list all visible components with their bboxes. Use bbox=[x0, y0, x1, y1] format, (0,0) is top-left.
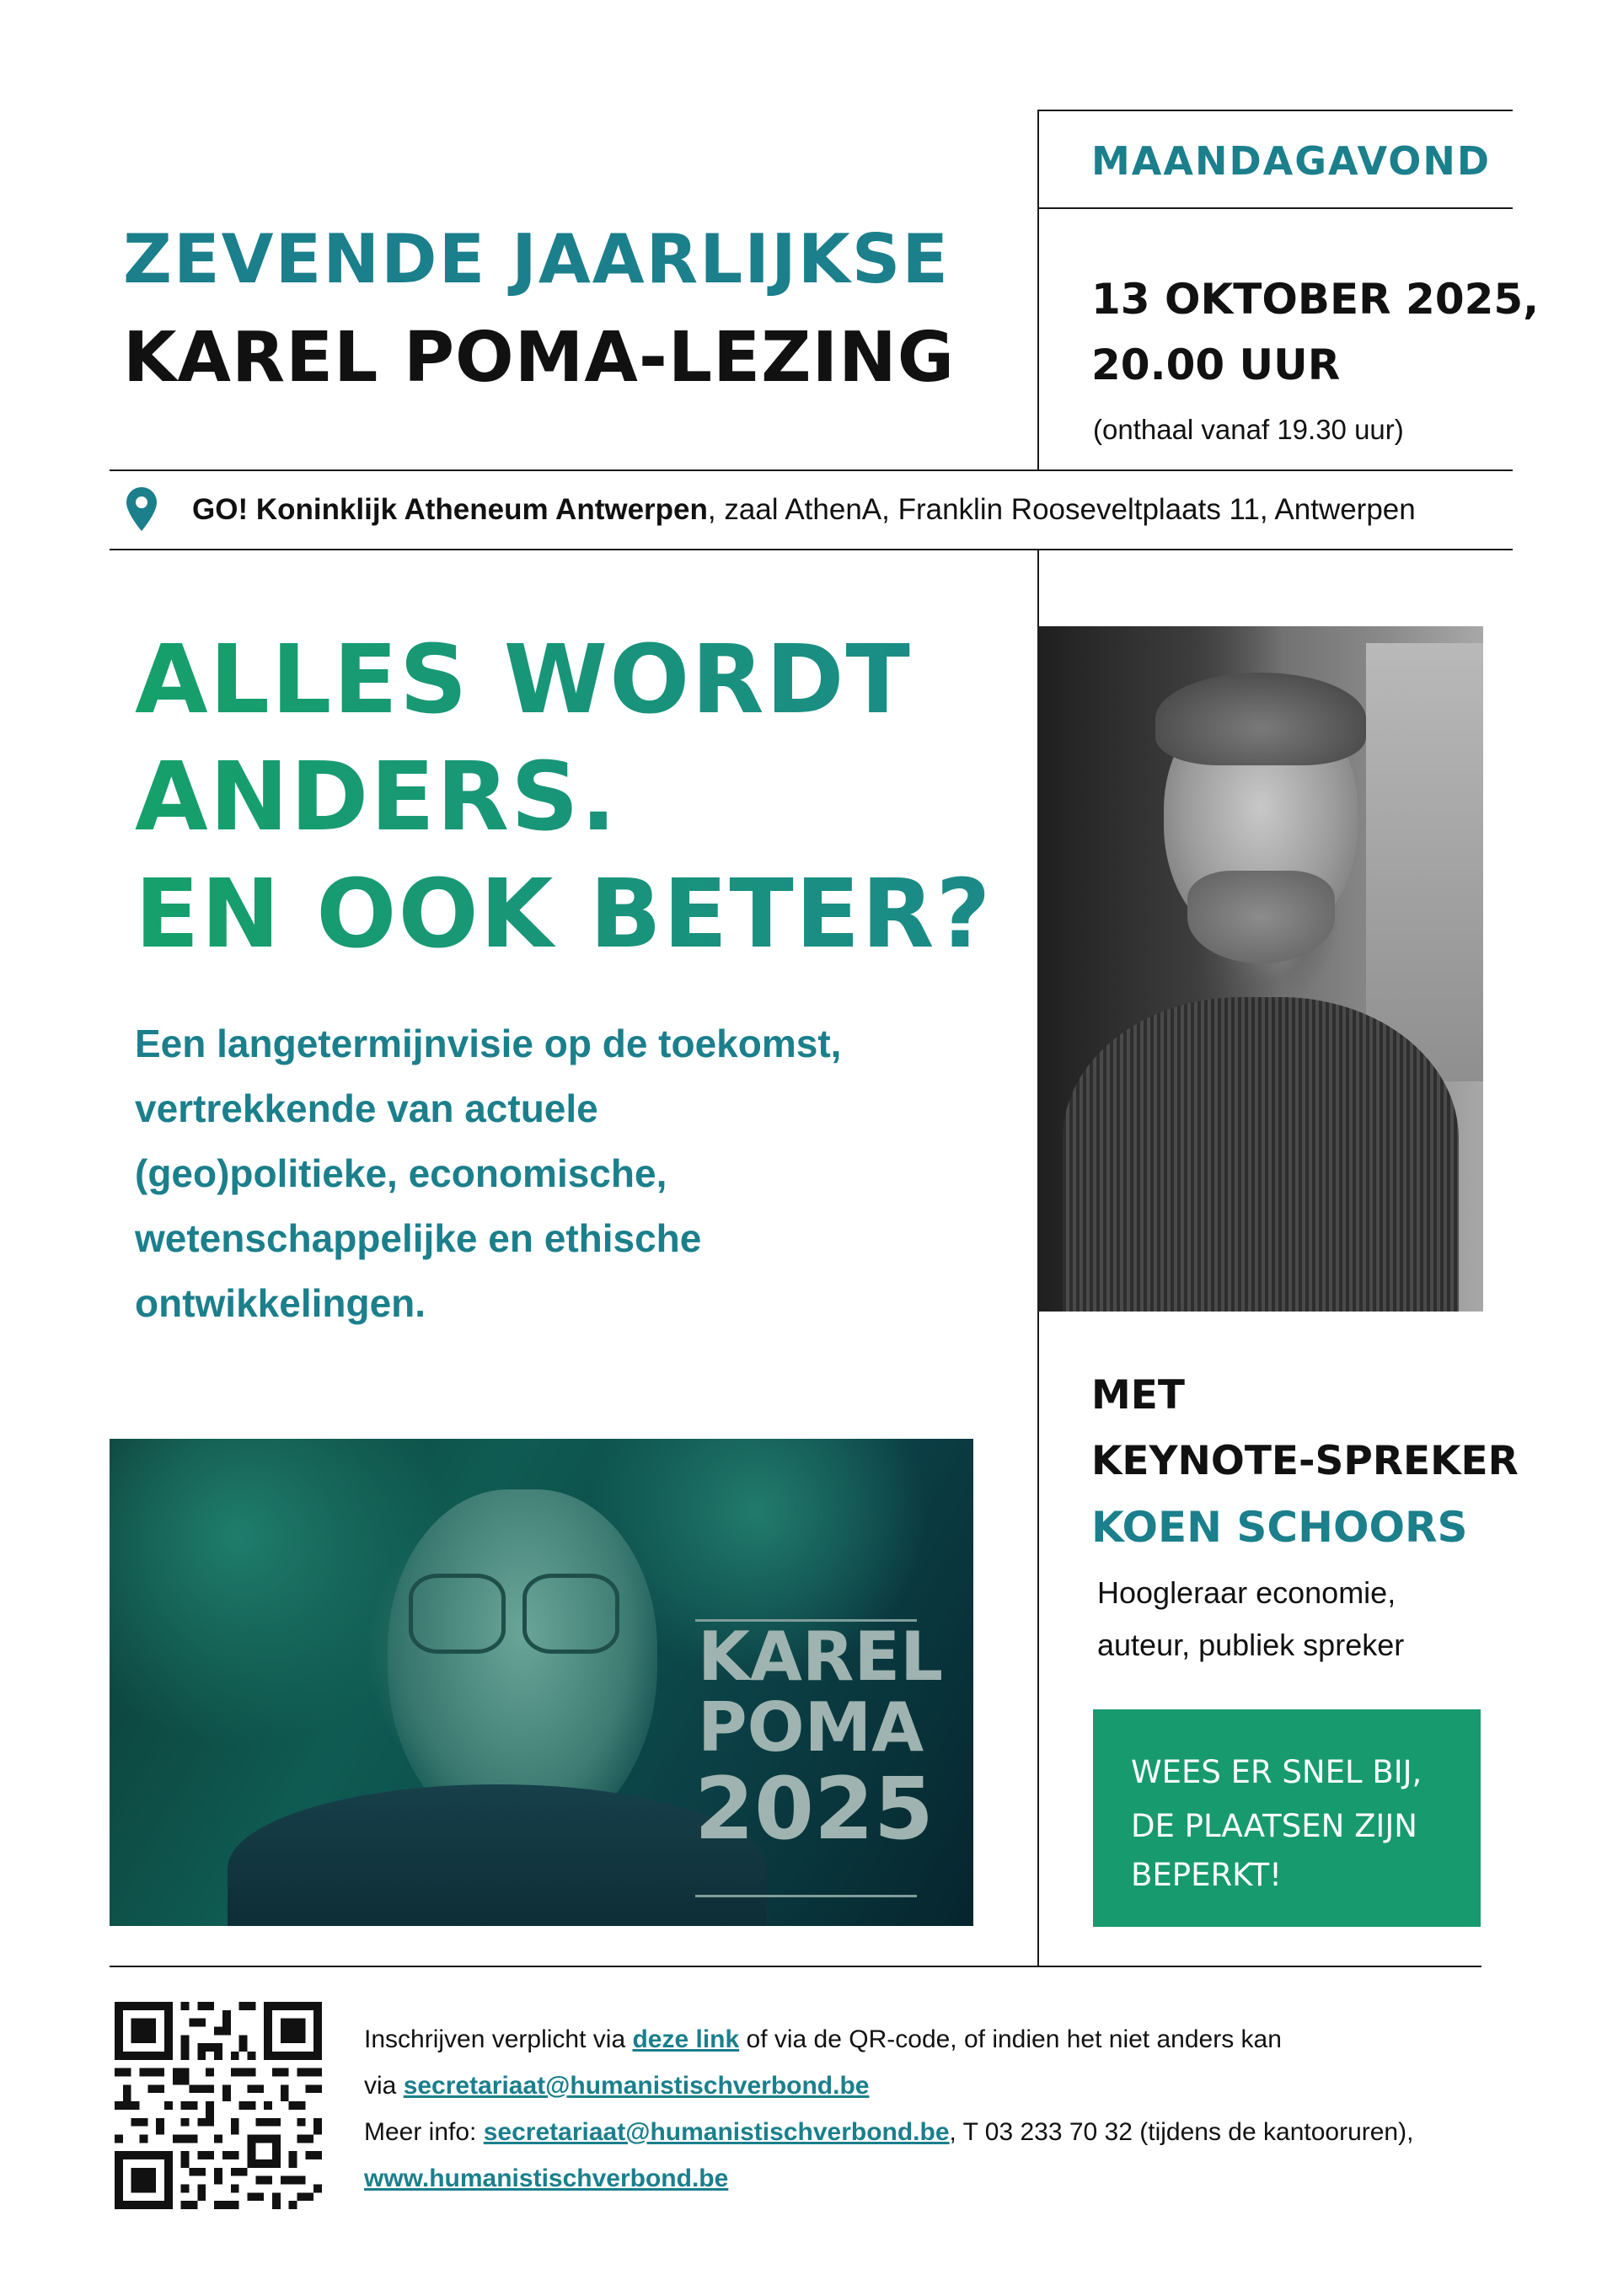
speaker-label-1: MET bbox=[1091, 1372, 1185, 1419]
speaker-name: KOEN SCHOORS bbox=[1091, 1503, 1468, 1552]
registration-line-1 bbox=[364, 2016, 1413, 2063]
poma-year: 2025 bbox=[694, 1759, 934, 1859]
photo-beard bbox=[1187, 871, 1335, 963]
website-link[interactable]: www.humanistischverbond.be bbox=[364, 2165, 729, 2192]
headline-line-1: ALLES WORDT bbox=[135, 622, 992, 739]
headline bbox=[135, 622, 992, 974]
poma-rule-bottom bbox=[695, 1895, 917, 1897]
poma-word-1: KAREL bbox=[698, 1617, 944, 1696]
headline-line-3: EN OOK BETER? bbox=[135, 856, 992, 974]
speaker-label-2: KEYNOTE-SPREKER bbox=[1091, 1438, 1519, 1484]
venue-details: , zaal AthenA, Franklin Rooseveltplaats 11, Antwerpen bbox=[707, 493, 1416, 526]
photo-shirt bbox=[1063, 997, 1459, 1312]
poma-word-2: POMA bbox=[698, 1688, 924, 1767]
registration-line-2 bbox=[364, 2063, 1413, 2109]
info-label: Meer info: bbox=[364, 2118, 484, 2146]
date-line-1: 13 OKTOBER 2025, bbox=[1091, 275, 1540, 324]
callout-box bbox=[1093, 1709, 1481, 1927]
top-right-rule bbox=[1037, 110, 1513, 111]
speaker-role-2: auteur, publiek spreker bbox=[1097, 1628, 1405, 1662]
karel-poma-image bbox=[110, 1439, 973, 1926]
qr-code[interactable] bbox=[115, 2002, 322, 2209]
poma-glasses-left bbox=[409, 1574, 506, 1654]
registration-text-2: of via de QR-code, of indien het niet anders kan bbox=[739, 2025, 1282, 2053]
poma-suit bbox=[228, 1784, 767, 1926]
registration-email-link[interactable]: secretariaat@humanistischverbond.be bbox=[403, 2072, 870, 2100]
registration-text-3: via bbox=[364, 2072, 404, 2100]
day-label: MAANDAGAVOND bbox=[1091, 138, 1492, 184]
title-line-1: ZEVENDE JAARLIJKSE bbox=[123, 220, 951, 298]
location-top-rule bbox=[110, 469, 1513, 471]
poma-glasses-right bbox=[522, 1574, 619, 1654]
footer-top-rule bbox=[110, 1966, 1481, 1967]
day-divider bbox=[1037, 207, 1513, 209]
intro-line-4: wetenschappelijke en ethische bbox=[135, 1216, 702, 1260]
info-email-link[interactable]: secretariaat@humanistischverbond.be bbox=[483, 2118, 950, 2146]
speaker-photo bbox=[1037, 626, 1483, 1312]
intro-text bbox=[135, 1011, 841, 1336]
location-text bbox=[192, 491, 1416, 529]
callout-line-2: DE PLAATSEN ZIJN bbox=[1131, 1808, 1417, 1844]
headline-line-2: ANDERS. bbox=[135, 739, 992, 856]
callout-line-3: BEPERKT! bbox=[1131, 1857, 1282, 1893]
intro-line-2: vertrekkende van actuele bbox=[135, 1086, 598, 1130]
venue-name: GO! Koninklijk Atheneum Antwerpen bbox=[192, 493, 708, 526]
speaker-role-1: Hoogleraar economie, bbox=[1097, 1575, 1396, 1610]
registration-text-1: Inschrijven verplicht via bbox=[364, 2025, 633, 2053]
photo-hair bbox=[1155, 673, 1366, 765]
callout-line-1: WEES ER SNEL BIJ, bbox=[1131, 1754, 1422, 1790]
website-line bbox=[364, 2155, 1413, 2202]
date-line-2: 20.00 UUR bbox=[1091, 341, 1341, 389]
photo-building-right bbox=[1366, 643, 1483, 1081]
intro-line-1: Een langetermijnvisie op de toekomst, bbox=[135, 1022, 842, 1065]
intro-line-3: (geo)politieke, economische, bbox=[135, 1151, 667, 1195]
info-line bbox=[364, 2109, 1413, 2155]
map-pin-icon bbox=[126, 487, 157, 531]
info-phone: , T 03 233 70 32 (tijdens de kantooruren), bbox=[949, 2118, 1414, 2146]
reception-time: (onthaal vanaf 19.30 uur) bbox=[1093, 414, 1404, 445]
intro-line-5: ontwikkelingen. bbox=[135, 1281, 426, 1325]
title-line-2: KAREL POMA-LEZING bbox=[123, 318, 956, 398]
registration-block bbox=[364, 2016, 1413, 2202]
location-bottom-rule bbox=[110, 549, 1513, 550]
registration-link[interactable]: deze link bbox=[632, 2025, 740, 2053]
header-vertical-rule bbox=[1037, 110, 1039, 470]
